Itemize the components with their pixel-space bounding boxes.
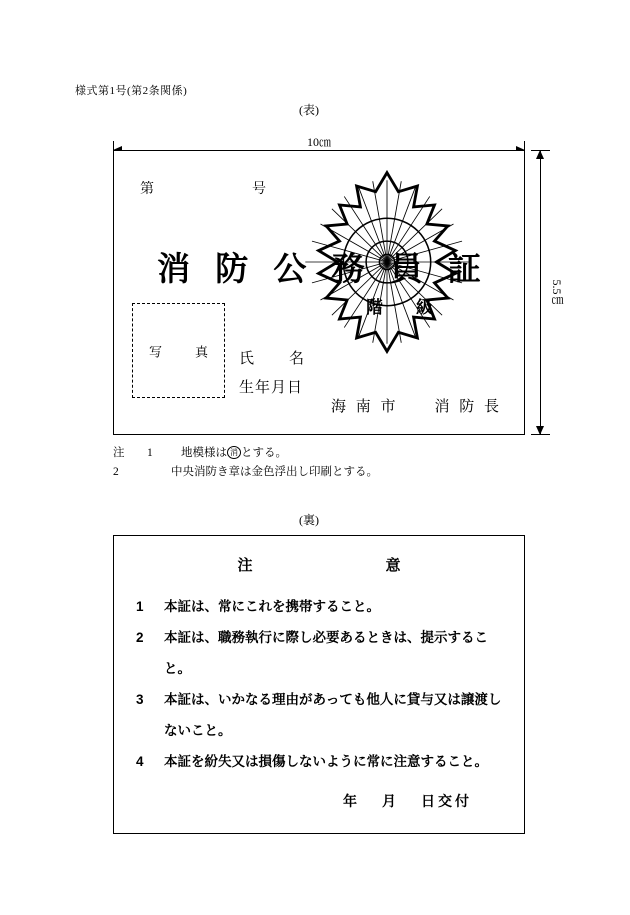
note-index-2: 2 [113, 466, 119, 478]
note-circled-char: 消 [227, 446, 241, 459]
list-item [136, 591, 510, 622]
issue-date-line [343, 791, 472, 811]
dimension-line [540, 150, 541, 435]
year-label: 年 [343, 793, 360, 809]
card-title: 消 防 公 務 員 証 [157, 250, 489, 287]
issuer-line: 海 南 市 消 防 長 [330, 399, 502, 415]
photo-placeholder [132, 303, 225, 398]
note-row-2 [113, 463, 378, 482]
height-dimension-label: 5.5㎝ [549, 273, 566, 312]
form-number: 様式第1号(第2条関係) [75, 85, 188, 97]
height-dimension [540, 150, 564, 435]
list-item-index: 1 [136, 599, 144, 614]
note-index-1: 1 [147, 447, 153, 459]
note-row-1 [113, 444, 378, 463]
day-issued-label: 日交付 [421, 793, 472, 809]
arrow-up-icon [536, 150, 544, 159]
width-dimension-label: 10㎝ [301, 133, 337, 150]
notes-heading: 注 [113, 447, 125, 459]
card-number-field: 第 号 [140, 182, 280, 197]
photo-label: 写 真 [148, 344, 219, 359]
note-text-1-before: 地模様は [181, 447, 227, 459]
back-side-label: (裏) [299, 513, 319, 527]
list-item-index: 4 [136, 754, 144, 769]
note-text-1-after: とする。 [241, 447, 287, 459]
rank-label: 階 級 [366, 298, 441, 317]
list-item [136, 746, 510, 777]
notes-block [113, 444, 378, 482]
front-side-label: (表) [299, 103, 319, 117]
list-item-text: 本証は、いかなる理由があっても他人に貸与又は譲渡しないこと。 [164, 692, 502, 738]
list-item-text: 本証は、職務執行に際し必要あるときは、提示すること。 [164, 630, 488, 676]
arrow-down-icon [536, 426, 544, 435]
note-text-2: 中央消防き章は金色浮出し印刷とする。 [171, 466, 378, 478]
back-card-notice-list [136, 591, 510, 777]
birthdate-label: 生年月日 [239, 380, 304, 396]
list-item [136, 684, 510, 746]
list-item-text: 本証を紛失又は損傷しないように常に注意すること。 [164, 754, 488, 769]
name-label: 氏 名 [239, 351, 315, 367]
list-item-index: 3 [136, 692, 144, 707]
month-label: 月 [382, 793, 399, 809]
back-card-title: 注 意 [237, 557, 423, 574]
list-item-index: 2 [136, 630, 144, 645]
list-item-text: 本証は、常にこれを携帯すること。 [164, 599, 380, 614]
front-card [113, 150, 525, 435]
list-item [136, 622, 510, 684]
back-card [113, 535, 525, 834]
